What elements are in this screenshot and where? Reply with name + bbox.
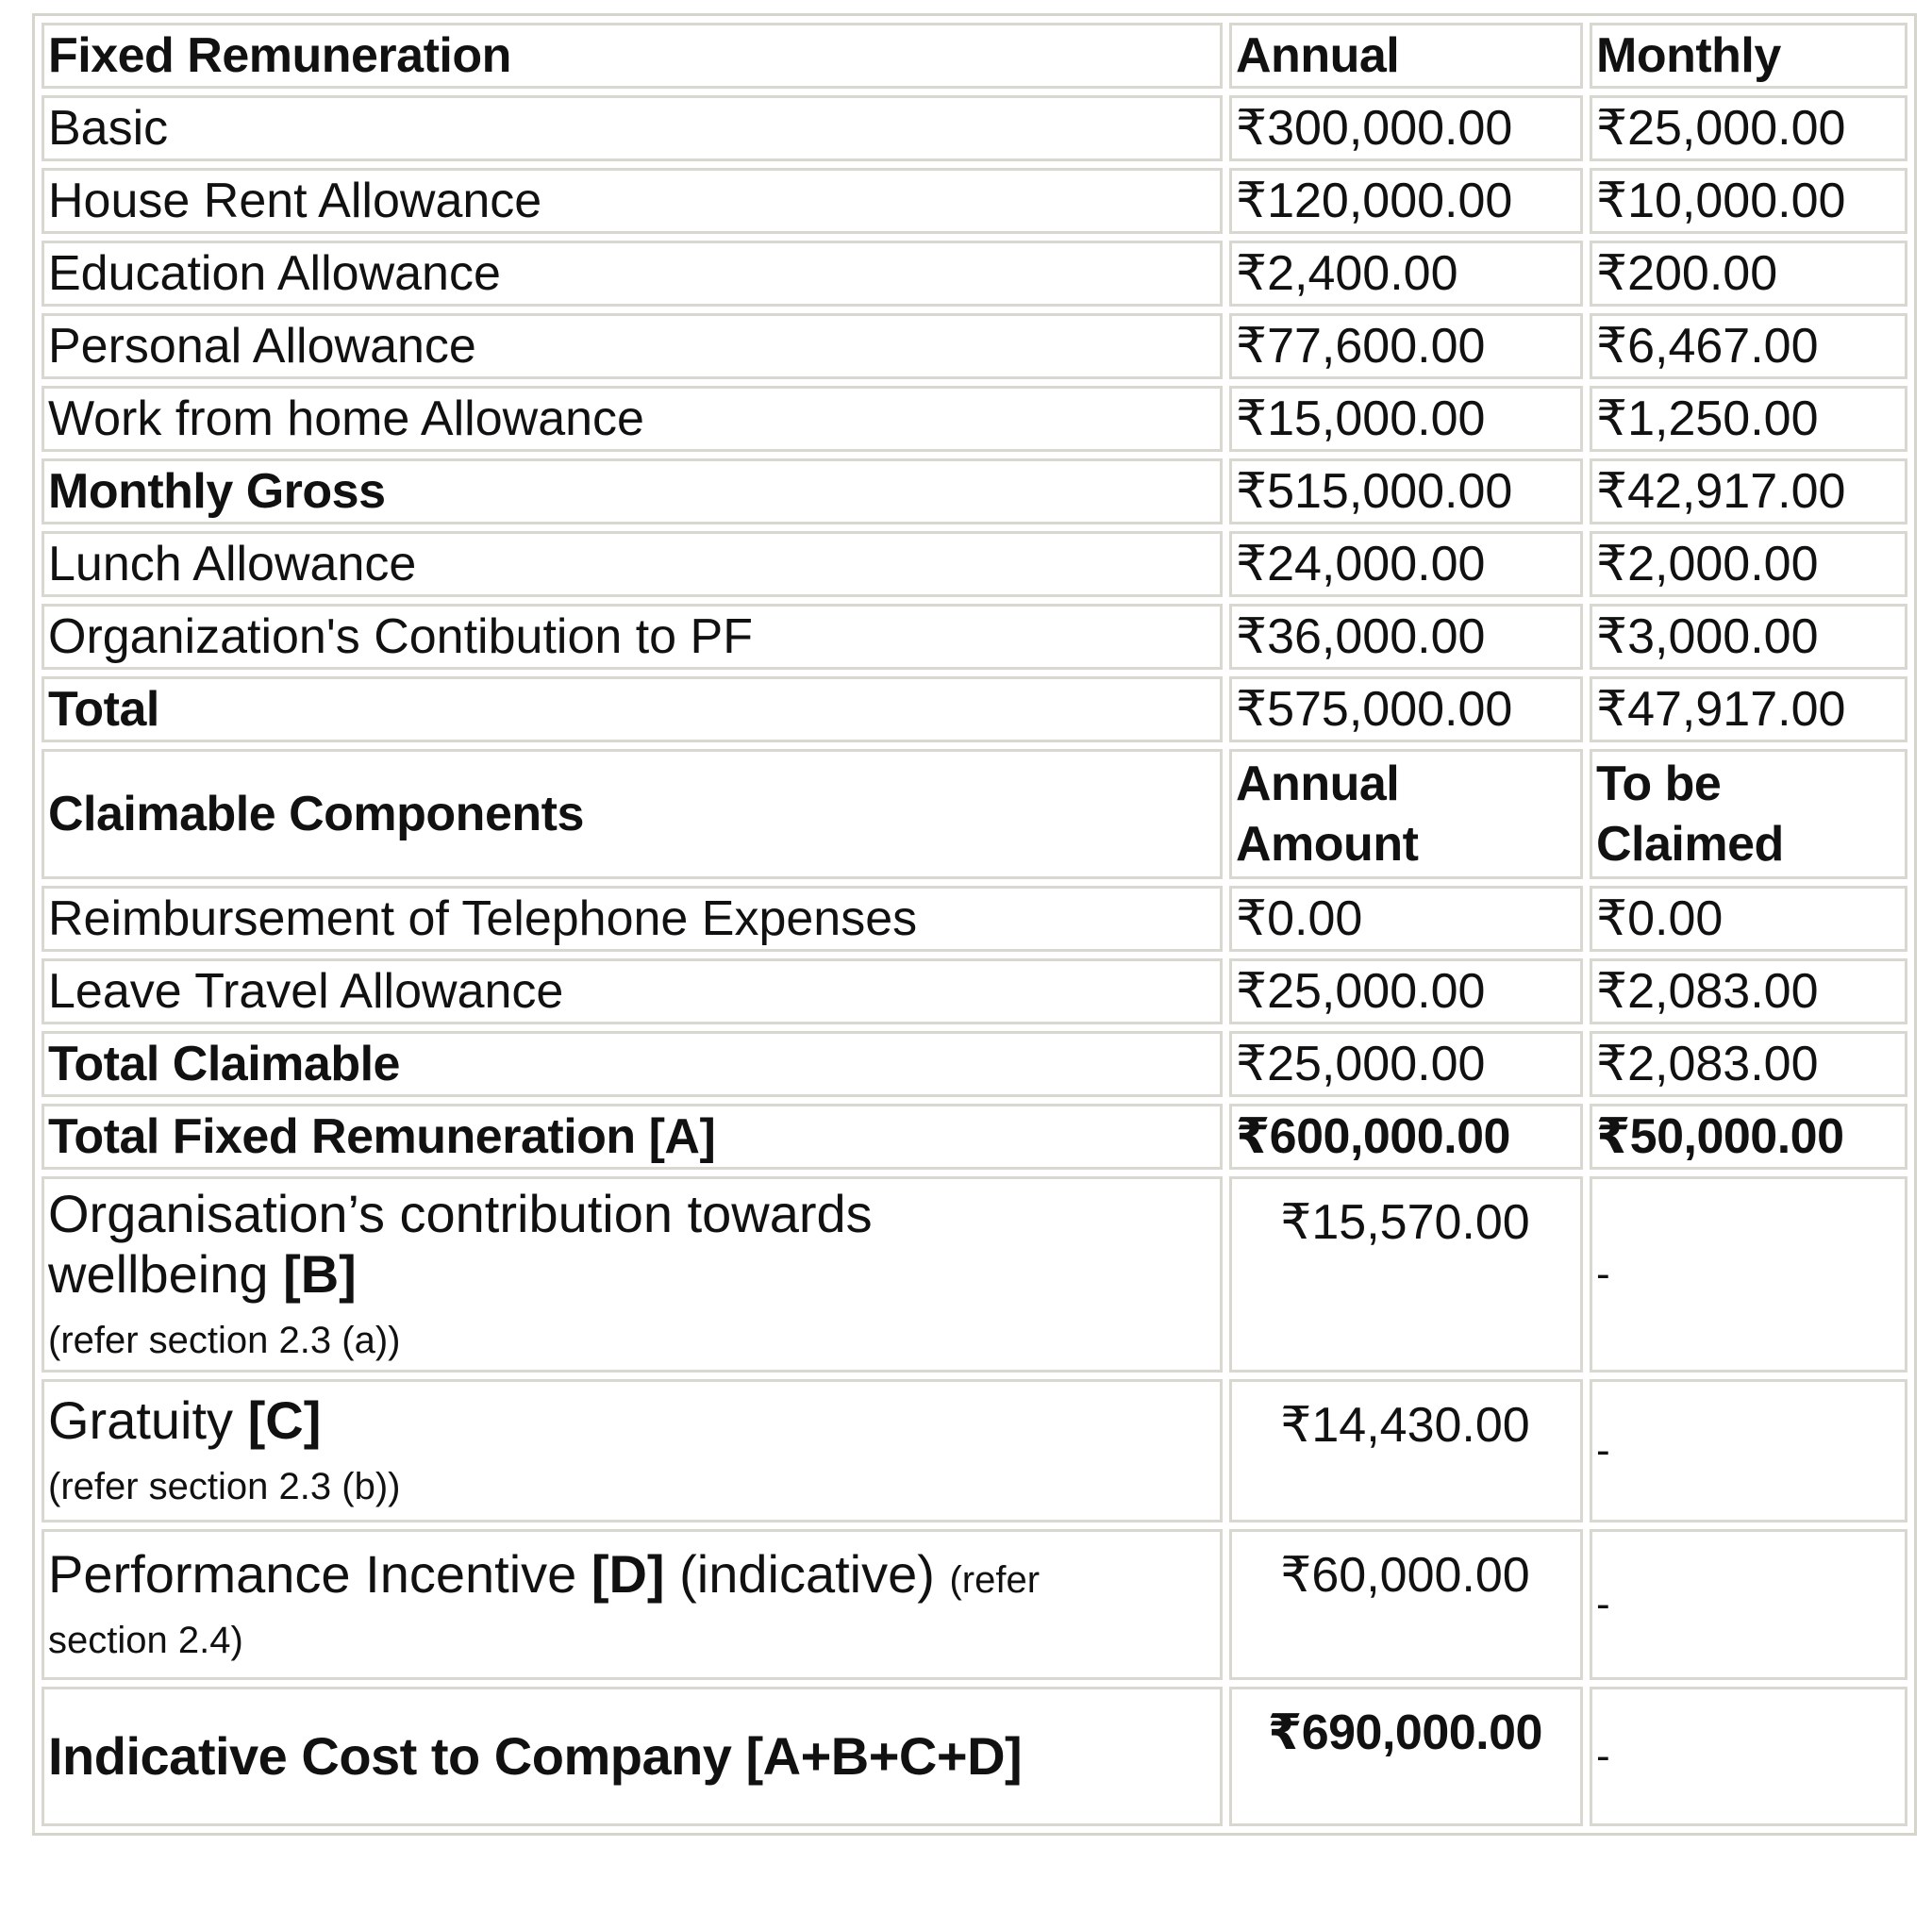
row-monthly: ₹200.00 — [1590, 241, 1907, 307]
wellbeing-annual: ₹15,570.00 — [1229, 1176, 1583, 1373]
gratuity-annual: ₹14,430.00 — [1229, 1379, 1583, 1522]
total-row — [42, 676, 1907, 742]
gratuity-monthly: - — [1590, 1379, 1907, 1522]
total-annual: ₹575,000.00 — [1229, 676, 1583, 742]
row-label: Personal Allowance — [42, 313, 1223, 379]
wellbeing-line1: Organisation’s contribution towards — [48, 1184, 873, 1243]
row-annual: ₹2,400.00 — [1229, 241, 1583, 307]
row-label: Basic — [42, 95, 1223, 161]
header-row — [42, 23, 1907, 89]
table-row — [42, 604, 1907, 670]
header-annual: Annual — [1229, 23, 1583, 89]
gratuity-label-cell — [42, 1379, 1223, 1522]
incentive-label: Performance Incentive — [48, 1544, 577, 1604]
incentive-tag: [D] — [591, 1544, 665, 1604]
table-row — [42, 531, 1907, 597]
row-label: House Rent Allowance — [42, 168, 1223, 234]
row-monthly: ₹25,000.00 — [1590, 95, 1907, 161]
row-monthly: ₹1,250.00 — [1590, 386, 1907, 452]
ctc-monthly: - — [1590, 1687, 1907, 1826]
total-claimable-monthly: ₹2,083.00 — [1590, 1031, 1907, 1097]
total-fixed-monthly: ₹50,000.00 — [1590, 1104, 1907, 1170]
row-annual: ₹300,000.00 — [1229, 95, 1583, 161]
row-label: Work from home Allowance — [42, 386, 1223, 452]
total-fixed-annual: ₹600,000.00 — [1229, 1104, 1583, 1170]
incentive-annual: ₹60,000.00 — [1229, 1529, 1583, 1680]
ctc-annual: ₹690,000.00 — [1229, 1687, 1583, 1826]
gratuity-tag: [C] — [247, 1390, 322, 1450]
row-annual: ₹120,000.00 — [1229, 168, 1583, 234]
monthly-gross-monthly: ₹42,917.00 — [1590, 458, 1907, 524]
monthly-gross-row — [42, 458, 1907, 524]
annual-line1: Annual — [1236, 757, 1400, 811]
table-row — [42, 958, 1907, 1024]
total-claimable-annual: ₹25,000.00 — [1229, 1031, 1583, 1097]
wellbeing-tag: [B] — [283, 1244, 357, 1304]
ctc-row — [42, 1687, 1907, 1826]
table-row — [42, 886, 1907, 952]
row-annual: ₹24,000.00 — [1229, 531, 1583, 597]
row-annual: ₹36,000.00 — [1229, 604, 1583, 670]
header-label: Fixed Remuneration — [42, 23, 1223, 89]
row-annual: ₹77,600.00 — [1229, 313, 1583, 379]
row-monthly: ₹10,000.00 — [1590, 168, 1907, 234]
row-label: Reimbursement of Telephone Expenses — [42, 886, 1223, 952]
incentive-note-a: (refer — [949, 1559, 1041, 1601]
incentive-qualifier: (indicative) — [679, 1544, 935, 1604]
total-monthly: ₹47,917.00 — [1590, 676, 1907, 742]
table-row — [42, 241, 1907, 307]
table-row — [42, 168, 1907, 234]
ctc-label: Indicative Cost to Company [A+B+C+D] — [42, 1687, 1223, 1826]
row-monthly: ₹0.00 — [1590, 886, 1907, 952]
total-fixed-label: Total Fixed Remuneration [A] — [42, 1104, 1223, 1170]
gratuity-note: (refer section 2.3 (b)) — [48, 1466, 401, 1507]
annual-line2: Amount — [1236, 817, 1419, 872]
claimed-line1: To be — [1596, 757, 1722, 811]
table-row — [42, 95, 1907, 161]
table-row — [42, 313, 1907, 379]
row-monthly: ₹6,467.00 — [1590, 313, 1907, 379]
row-monthly: ₹2,083.00 — [1590, 958, 1907, 1024]
gratuity-row — [42, 1379, 1907, 1522]
monthly-gross-annual: ₹515,000.00 — [1229, 458, 1583, 524]
row-label: Organization's Contibution to PF — [42, 604, 1223, 670]
row-label: Leave Travel Allowance — [42, 958, 1223, 1024]
claimable-header-claimed — [1590, 749, 1907, 879]
total-claimable-row — [42, 1031, 1907, 1097]
header-monthly: Monthly — [1590, 23, 1907, 89]
claimable-header-row — [42, 749, 1907, 879]
wellbeing-row — [42, 1176, 1907, 1373]
total-label: Total — [42, 676, 1223, 742]
claimable-header-label: Claimable Components — [42, 749, 1223, 879]
incentive-note-b: section 2.4) — [48, 1620, 243, 1661]
incentive-row — [42, 1529, 1907, 1680]
remuneration-table — [35, 16, 1914, 1833]
table-row — [42, 386, 1907, 452]
claimed-line2: Claimed — [1596, 817, 1784, 872]
row-monthly: ₹3,000.00 — [1590, 604, 1907, 670]
row-annual: ₹0.00 — [1229, 886, 1583, 952]
row-label: Education Allowance — [42, 241, 1223, 307]
row-annual: ₹25,000.00 — [1229, 958, 1583, 1024]
claimable-header-annual — [1229, 749, 1583, 879]
wellbeing-note: (refer section 2.3 (a)) — [48, 1320, 401, 1361]
wellbeing-label-cell — [42, 1176, 1223, 1373]
gratuity-label: Gratuity — [48, 1390, 234, 1450]
incentive-monthly: - — [1590, 1529, 1907, 1680]
incentive-label-cell — [42, 1529, 1223, 1680]
row-monthly: ₹2,000.00 — [1590, 531, 1907, 597]
remuneration-sheet — [32, 13, 1917, 1836]
wellbeing-monthly: - — [1590, 1176, 1907, 1373]
row-label: Lunch Allowance — [42, 531, 1223, 597]
total-fixed-row — [42, 1104, 1907, 1170]
monthly-gross-label: Monthly Gross — [42, 458, 1223, 524]
row-annual: ₹15,000.00 — [1229, 386, 1583, 452]
total-claimable-label: Total Claimable — [42, 1031, 1223, 1097]
wellbeing-line2: wellbeing — [48, 1244, 269, 1304]
